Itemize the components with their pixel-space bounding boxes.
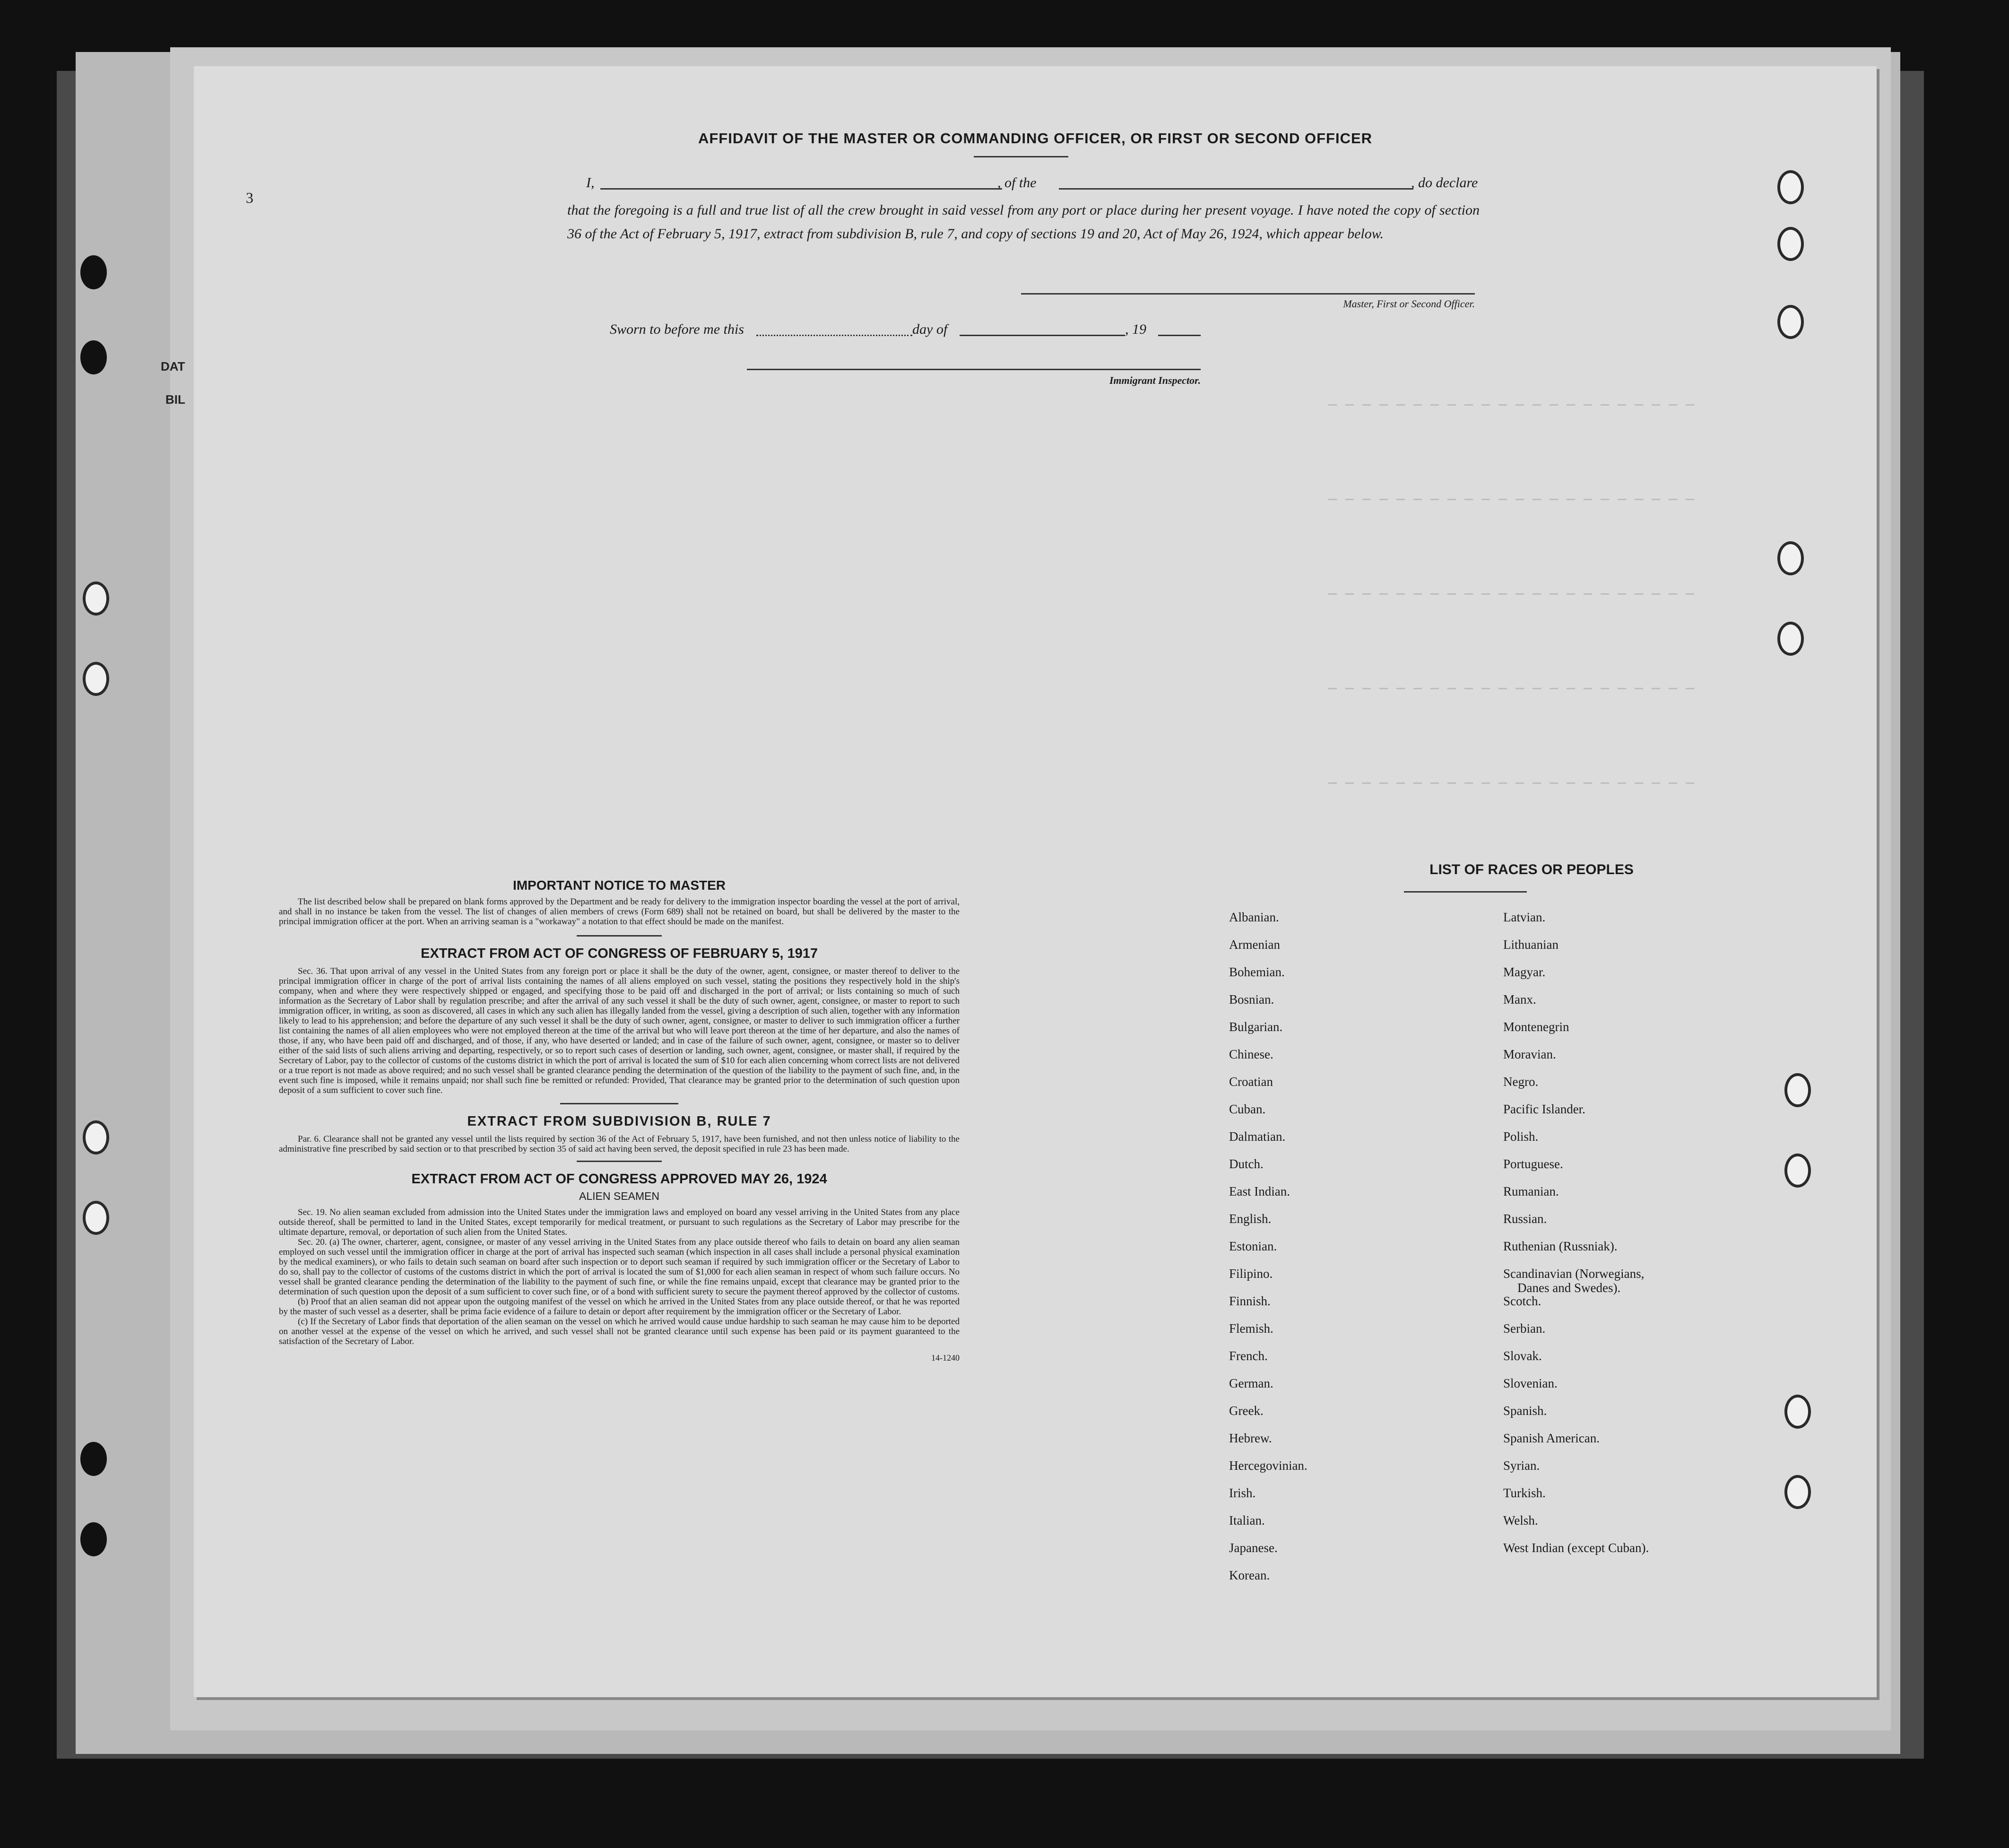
affidavit-title: AFFIDAVIT OF THE MASTER OR COMMANDING OFFICER, OR FIRST OR SECOND OFFICER [698, 130, 1373, 147]
declare-label: , do declare [1411, 175, 1478, 191]
race-item: Portuguese. [1503, 1157, 1563, 1171]
margin-mark-dat: DAT [161, 359, 185, 373]
race-item: Slovenian. [1503, 1376, 1558, 1390]
race-item: Cuban. [1229, 1102, 1266, 1116]
race-item: Dutch. [1229, 1157, 1264, 1171]
year-label: , 19 [1125, 321, 1146, 337]
binder-hole-4 [83, 662, 109, 696]
form-page: — — — — — — — — — — — — — — — — — — — — — — — — — — — — — — — — — — — — — — — — — — — — — — — — — — — — — — — — — — — — — — — — — — — — — — — — — — — — — — — — — — — — — — — — — — — — — — — — — — — — — — — — — — — — — — 3 AFFIDAVIT OF THE MASTER OR COMMANDING OFFICER, OR FIRST OR SECOND OFFICER I, , of the , do declare that the foregoing is a full and true list of all the crew brought in said vessel from any port or place during her present voyage. I have noted the copy of section 36 of the Act of February 5, 1917, extract from subdivision B, rule 7, and copy of sections 19 and 20, Act of May 26, 1924, which appear below. Master, First or Second Officer. Sworn to before me this day of , 19 Immigrant Inspector. IMPORTANT NOTICE TO MASTER The list described below shall be prepared on blank forms approved by the Department and be ready for delivery to the immigration inspector boarding the vessel at the port of arrival, and shall in no instance be taken from the vessel. The list of changes of alien members of crews (Form 689) shall not be retained on board, but shall be delivered by the master to the principal immigration officer at the port. When an arriving seaman is a "workaway" a notation to that effect should be made on the manifest. EXTRACT FROM ACT OF CONGRESS OF FEBRUARY 5, 1917 Sec. 36. That upon arrival of any vessel in the United States from any foreign port or place it shall be the duty of the owner, agent, consignee, or master thereof to deliver to the principal immigration officer in charge of the port of arrival lists containing the names of all aliens employed on such vessel, stating the positions they respectively hold in the ship's company, when and where they were respectively shipped or engaged, and specifying those to be paid off and discharged in the port of arrival; or lists containing so much of such information as the Secretary of Labor shall by regulation prescribe; and after the arrival of any such vessel it shall be the duty of such owner, agent, consignee, or master to report to such immigration officer, in writing, as soon as discovered, all cases in which any such alien has illegally landed from the vessel, giving a description of such alien, together with any information likely to lead to his apprehension; and before the departure of any such vessel it shall be the duty of such owner, agent, consignee, or master to deliver to such immigration officer a further list containing the names of all alien employees who were not employed thereon at the time of the arrival but who will leave port thereon at the time of her departure, and also the names of those, if any, who have been paid off and discharged, and of those, if any, who have deserted or landed; and in case of the failure of such owner, agent, consignee, or master so to deliver either of the said lists of such aliens arriving and departing, respectively, or so to report such cases of desertion or landing, such owner, agent, consignee, or master shall, if required by the Secretary of Labor, pay to the collector of customs of the customs district in which the port of arrival is located the sum of $10 for each alien concerning whom correct lists are not delivered or a true report is not made as above required; and no such vessel shall be granted clearance pending the determination of the question of the liability to the payment of such fine, and, in the event such fine is imposed, while it remains unpaid; nor shall such fine be remitted or refunded: Provided, That clearance may be granted prior to the determination of such question upon deposit of a sum sufficient to cover such fine. EXTRACT FROM SUBDIVISION B, RULE 7 Par. 6. Clearance shall not be granted any vessel until the lists required by section 36 of the Act of February 5, 1917, have been furnished, and not then unless notice of liability to the administrative fine prescribed by said section or to that prescribed by section 35 of said act having been served, the deposit specified in rule 23 has been made. EXTRACT FROM ACT OF CONGRESS APPROVED MAY 26, 1924 ALIEN SEAMEN Sec. 19. No alien seaman excluded from admission into the United States under the immigration laws and employed on board any vessel arriving in the United States from any place outside thereof, shall be permitted to land in the United States, except temporarily for medical treatment, or pursuant to such regulations as the Secretary of Labor may prescribe for the ultimate departure, removal, or deportation of such alien from the United States. Sec. 20. (a) The owner, charterer, agent, consignee, or master of any vessel arriving in the United States from any place outside thereof who fails to detain on board any alien seaman employed on such vessel until the immigration officer in charge at the port of arrival has inspected such seaman (which inspection in all cases shall include a personal physical examination by the medical examiners), or who fails to detain such seaman on board after such inspection or to deport such seaman if required by such immigration officer or the Secretary of Labor to do so, shall pay to the collector of customs of the customs district in which the port of arrival is located the sum of $1,000 for each alien seaman in respect of whom such failure occurs. No vessel shall be granted clearance pending the determination of the liability to the payment of such fine, or while the fine remains unpaid, except that clearance may be granted prior to the determination of such question upon the deposit of a sum sufficient to cover such fine, or of a bond with sufficient surety to secure the payment thereof approved by the collector of customs. (b) Proof that an alien seaman did not appear upon the outgoing manifest of the vessel on which he arrived in the United States from any place outside thereof, or that he was reported by the master of such vessel as a deserter, shall be prima facie evidence of a failure to detain or deport after requirement by the immigration officer or the Secretary of Labor. (c) If the Secretary of Labor finds that deportation of the alien seaman on the vessel on which he arrived would cause undue hardship to such seaman he may cause him to be deported on another vessel at the expense of the vessel on which he arrived, and such vessel shall not be granted clearance until such expense has been paid or its payment guaranteed to the satisfaction of the Secretary of Labor. 14-1240 LIST OF RACES OR PEOPLES Albanian. Armenian Bohemian. Bosnian. Bulgarian. Chinese. Croatian Cuban. Dalmatian. Dutch. East Indian. English. Estonian. Filipino. Finnish. Flemish. French. German. Greek. Hebrew. Hercegovinian. Irish. Italian. Japanese. Korean. Latvian. Lithuanian Magyar. Manx. Montenegrin Moravian. Negro. Pacific Islander. Polish. Portuguese. Rumanian. Russian. Ruthenian (Russniak). Scandinavian (Norwegians, Danes and Swedes). Scotch. Serbian. Slovak. Slovenian. Spanish. Spanish American. Syrian. Turkish. Welsh. West Indian (except Cuban). [194, 66, 1877, 1697]
race-item: Irish. [1229, 1486, 1256, 1500]
title-rule [974, 156, 1068, 157]
notice-title: IMPORTANT NOTICE TO MASTER [512, 878, 726, 893]
right-hole-6 [1784, 1073, 1811, 1107]
binder-hole-1 [80, 255, 107, 289]
race-item: Manx. [1503, 992, 1536, 1006]
officer-signature-field[interactable] [1021, 293, 1475, 295]
sworn-label: Sworn to before me this [610, 321, 744, 337]
races-title-rule [1404, 891, 1527, 893]
race-item: Scandinavian (Norwegians, [1503, 1267, 1645, 1281]
race-item: Korean. [1229, 1568, 1270, 1582]
sworn-year-field[interactable] [1158, 335, 1201, 336]
binder-hole-6 [83, 1201, 109, 1235]
vessel-name-field[interactable] [1059, 188, 1413, 190]
inspector-signature-label: Immigrant Inspector. [1109, 374, 1201, 386]
binder-hole-7 [80, 1442, 107, 1476]
race-item: Armenian [1229, 937, 1280, 952]
right-hole-9 [1784, 1475, 1811, 1509]
right-hole-5 [1777, 622, 1804, 656]
subdivision-b-title: EXTRACT FROM SUBDIVISION B, RULE 7 [467, 1114, 771, 1129]
margin-mark-bil: BIL [165, 392, 185, 407]
race-item: Finnish. [1229, 1294, 1271, 1308]
right-hole-8 [1784, 1395, 1811, 1429]
race-item: Polish. [1503, 1129, 1539, 1144]
officer-signature-label: Master, First or Second Officer. [1343, 298, 1475, 310]
race-item: East Indian. [1229, 1184, 1290, 1198]
race-item: Japanese. [1229, 1541, 1278, 1555]
race-item: Montenegrin [1503, 1020, 1569, 1034]
race-item: Bohemian. [1229, 965, 1285, 979]
right-hole-1 [1777, 170, 1804, 204]
race-item: Slovak. [1503, 1349, 1542, 1363]
vessel-label: , of the [997, 175, 1037, 191]
race-item: Serbian. [1503, 1321, 1546, 1336]
race-item: Russian. [1503, 1212, 1547, 1226]
extract-1917-text: Sec. 36. That upon arrival of any vessel in the United States from any foreign port or place it shall be the duty of the owner, agent, consignee, or master thereof to deliver to the principal immigration officer in charge of the port of arrival lists containing the names of all aliens employed on such vessel, stating the positions they respectively hold in the ship's company, when and where they were respectively shipped or engaged, and specifying those to be paid off and discharged in the port of arrival; or lists containing so much of such information as the Secretary of Labor shall by regulation prescribe; and after the arrival of any such vessel it shall be the duty of such owner, agent, consignee, or master to report to such immigration officer, in writing, as soon as discovered, all cases in which any such alien has illegally landed from the vessel, giving a description of such alien, together with any information likely to lead to his apprehension; and before the departure of any such vessel it shall be the duty of such owner, agent, consignee, or master to deliver to such immigration officer a further list containing the names of all alien employees who were not employed thereon at the time of the arrival but who will leave port thereon at the time of her departure, and also the names of those, if any, who have been paid off and discharged, and of those, if any, who have deserted or landed; and in case of the failure of such owner, agent, consignee, or master so to deliver either of the said lists of such aliens arriving and departing, respectively, or so to report such cases of desertion or landing, such owner, agent, consignee, or master shall, if required by the Secretary of Labor, pay to the collector of customs of the customs district in which the port of arrival is located the sum of $10 for each alien concerning whom correct lists are not delivered or a true report is not made as above required; and no such vessel shall be granted clearance pending the determination of the question of the liability to the payment of such fine, and, in the event such fine is imposed, while it remains unpaid; nor shall such fine be remitted or refunded: Provided, That clearance may be granted prior to the determination of such question upon deposit of a sum sufficient to cover such fine. [279, 966, 960, 1095]
race-item: Dalmatian. [1229, 1129, 1286, 1144]
race-item: Estonian. [1229, 1239, 1277, 1253]
race-item: Bulgarian. [1229, 1020, 1283, 1034]
race-item: Latvian. [1503, 910, 1546, 924]
race-item: Albanian. [1229, 910, 1279, 924]
subdivision-b-rule [577, 1161, 662, 1162]
binder-hole-5 [83, 1120, 109, 1154]
binder-hole-2 [80, 340, 107, 374]
sworn-month-field[interactable] [960, 335, 1125, 336]
notice-rule [577, 935, 662, 937]
race-item: Croatian [1229, 1075, 1273, 1089]
race-item: Italian. [1229, 1513, 1265, 1527]
declarant-name-field[interactable] [600, 188, 1002, 190]
race-item: Moravian. [1503, 1047, 1556, 1061]
notice-text: The list described below shall be prepared on blank forms approved by the Department and be ready for delivery to the immigration inspector boarding the vessel at the port of arrival, and shall in no instance be taken from the vessel. The list of changes of alien members of crews (Form 689) shall not be retained on board, but shall be delivered by the master to the principal immigration officer at the port. When an arriving seaman is a "workaway" a notation to that effect should be made on the manifest. [279, 897, 960, 927]
race-item: Hercegovinian. [1229, 1458, 1308, 1473]
race-item: Turkish. [1503, 1486, 1546, 1500]
left-column [279, 878, 960, 1363]
race-item: Danes and Swedes). [1517, 1281, 1621, 1295]
affidavit-text: that the foregoing is a full and true list of all the crew brought in said vessel from any port or place during her present voyage. I have noted the copy of section 36 of the Act of February 5, 1917, extract from subdivision B, rule 7, and copy of sections 19 and 20, Act of May 26, 1924, which appear below. [567, 202, 1480, 242]
right-hole-2 [1777, 227, 1804, 261]
race-item: Chinese. [1229, 1047, 1273, 1061]
sec-20c-text: (c) If the Secretary of Labor finds that deportation of the alien seaman on the vessel on which he arrived would cause undue hardship to such seaman he may cause him to be deported on another vessel at the expense of the vessel on which he arrived, and such vessel shall not be granted clearance until such expense has been paid or its payment guaranteed to the satisfaction of the Secretary of Labor. [279, 1317, 960, 1346]
race-item: Syrian. [1503, 1458, 1540, 1473]
race-item: Rumanian. [1503, 1184, 1559, 1198]
binder-hole-8 [80, 1522, 107, 1556]
race-item: Lithuanian [1503, 937, 1559, 952]
alien-seamen-subtitle: ALIEN SEAMEN [579, 1190, 659, 1202]
extract-1917-rule [560, 1103, 678, 1104]
subdivision-b-text: Par. 6. Clearance shall not be granted any vessel until the lists required by section 36 of the Act of February 5, 1917, have been furnished, and not then unless notice of liability to the administrative fine prescribed by said section or to that prescribed by section 35 of said act having been served, the deposit specified in rule 23 has been made. [279, 1134, 960, 1154]
sworn-day-field[interactable] [756, 335, 912, 336]
right-hole-4 [1777, 541, 1804, 575]
race-item: Hebrew. [1229, 1431, 1272, 1445]
race-item: Flemish. [1229, 1321, 1273, 1336]
inspector-signature-field[interactable] [747, 369, 1201, 370]
race-item: Negro. [1503, 1075, 1539, 1089]
race-item: Scotch. [1503, 1294, 1541, 1308]
race-item: Spanish. [1503, 1404, 1547, 1418]
sec-20b-text: (b) Proof that an alien seaman did not appear upon the outgoing manifest of the vessel on which he arrived in the United States from any place outside thereof, or that he was reported by the master of such vessel as a deserter, shall be prima facie evidence of a failure to detain or deport after requirement by the immigration officer or the Secretary of Labor. [279, 1297, 960, 1317]
sec-19-text: Sec. 19. No alien seaman excluded from admission into the United States under the immigration laws and employed on board any vessel arriving in the United States from any place outside thereof, shall be permitted to land in the United States, except temporarily for medical treatment, or pursuant to such regulations as the Secretary of Labor may prescribe for the ultimate departure, removal, or deportation of such alien from the United States. [279, 1207, 960, 1237]
race-item: Magyar. [1503, 965, 1546, 979]
race-item: Ruthenian (Russniak). [1503, 1239, 1618, 1253]
extract-1917-title: EXTRACT FROM ACT OF CONGRESS OF FEBRUARY 5, 1917 [420, 946, 818, 961]
right-hole-3 [1777, 305, 1804, 339]
right-hole-7 [1784, 1154, 1811, 1188]
race-item: Filipino. [1229, 1267, 1273, 1281]
race-item: Greek. [1229, 1404, 1264, 1418]
race-item: Pacific Islander. [1503, 1102, 1585, 1116]
binder-hole-3 [83, 581, 109, 616]
race-item: German. [1229, 1376, 1273, 1390]
margin-mark-3: 3 [246, 189, 253, 206]
declarant-label: I, [586, 175, 595, 191]
extract-1924-title: EXTRACT FROM ACT OF CONGRESS APPROVED MAY 26, 1924 [411, 1171, 827, 1187]
race-item: French. [1229, 1349, 1268, 1363]
race-item: English. [1229, 1212, 1272, 1226]
day-of-label: day of [912, 321, 948, 337]
race-item: Welsh. [1503, 1513, 1538, 1527]
races-title: LIST OF RACES OR PEOPLES [1429, 862, 1634, 877]
form-number: 14-1240 [931, 1353, 960, 1362]
race-item: Spanish American. [1503, 1431, 1600, 1445]
race-item: West Indian (except Cuban). [1503, 1541, 1649, 1555]
sec-20a-text: Sec. 20. (a) The owner, charterer, agent, consignee, or master of any vessel arriving in the United States from any place outside thereof who fails to detain on board any alien seaman employed on such vessel until the immigration officer in charge at the port of arrival has inspected such seaman (which inspection in all cases shall include a personal physical examination by the medical examiners), or who fails to detain such seaman on board after such inspection or to deport such seaman if required by such immigration officer or the Secretary of Labor to do so, shall pay to the collector of customs of the customs district in which the port of arrival is located the sum of $1,000 for each alien seaman in respect of whom such failure occurs. No vessel shall be granted clearance pending the determination of the liability to the payment of such fine, or while the fine remains unpaid, except that clearance may be granted prior to the determination of such question upon the deposit of a sum sufficient to cover such fine, or of a bond with sufficient surety to secure the payment thereof approved by the collector of customs. [279, 1237, 960, 1297]
race-item: Bosnian. [1229, 992, 1274, 1006]
